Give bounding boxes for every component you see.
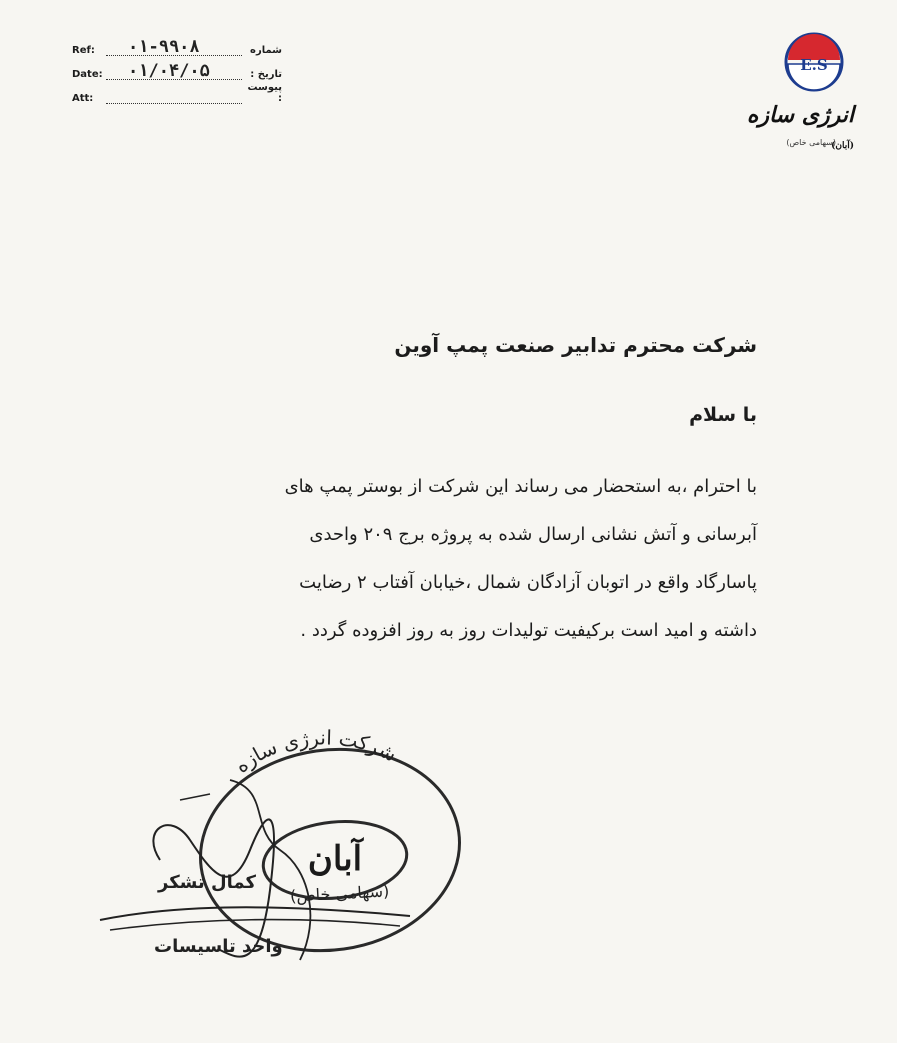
ref-row [72, 32, 282, 56]
date-line [106, 61, 242, 81]
signature-closing: کمال تشکر [158, 872, 256, 893]
logo-initials: E.S [800, 56, 828, 74]
att-label-fa: پیوست : [247, 82, 282, 104]
stamp-signature-area [80, 720, 500, 1000]
signature-stroke [180, 794, 210, 800]
ref-value: ۰۱-۹۹۰۸ [128, 37, 200, 57]
logo-emblem-icon [782, 30, 846, 94]
letter-body [137, 325, 757, 655]
date-row [72, 56, 282, 80]
body-line: با احترام ،به استحضار می رساند این شرکت از بوستر پمپ های [284, 476, 757, 497]
body-line: آبرسانی و آتش نشانی ارسال شده به پروژه برج ۲۰۹ واحدی [309, 524, 757, 545]
signature-stroke [230, 780, 310, 960]
body-line: داشته و امید است برکیفیت تولیدات روز به روز افزوده گردد . [300, 620, 757, 641]
stamp-center-text: آبان [307, 839, 363, 879]
date-label-en: Date: [72, 69, 103, 80]
att-label-en: Att: [72, 93, 94, 104]
date-label-fa: تاریخ : [250, 69, 282, 80]
logo-tag-text: (آبان) [831, 141, 854, 151]
company-logo [722, 30, 862, 160]
date-value: ۰۱/۰۴/۰۵ [128, 61, 210, 81]
att-line [106, 89, 242, 104]
signature-stroke [100, 907, 410, 920]
body-line: پاسارگاد واقع در اتوبان آزادگان شمال ،خیابان آفتاب ۲ رضایت [299, 572, 757, 593]
signature-unit: واحد تاسیسات [154, 936, 283, 957]
ref-label-fa: شماره [250, 45, 282, 56]
ref-label-en: Ref: [72, 45, 95, 56]
body-paragraph [137, 463, 757, 655]
att-row [72, 80, 282, 104]
ref-line [106, 37, 242, 57]
stamp-bottom-text: (سهامی خاص) [289, 881, 390, 906]
recipient: شرکت محترم تدابیر صنعت پمپ آوین [394, 333, 757, 357]
signature-stroke [110, 920, 400, 930]
stamp-top-text: شرکت انرژی سازه [229, 725, 401, 778]
logo-company-type: (سهامی خاص) [786, 138, 836, 147]
reference-block [72, 32, 282, 104]
stamp-seal [80, 720, 500, 1000]
greeting: با سلام [689, 404, 757, 426]
logo-name-text: انرژی سازه [746, 102, 854, 128]
